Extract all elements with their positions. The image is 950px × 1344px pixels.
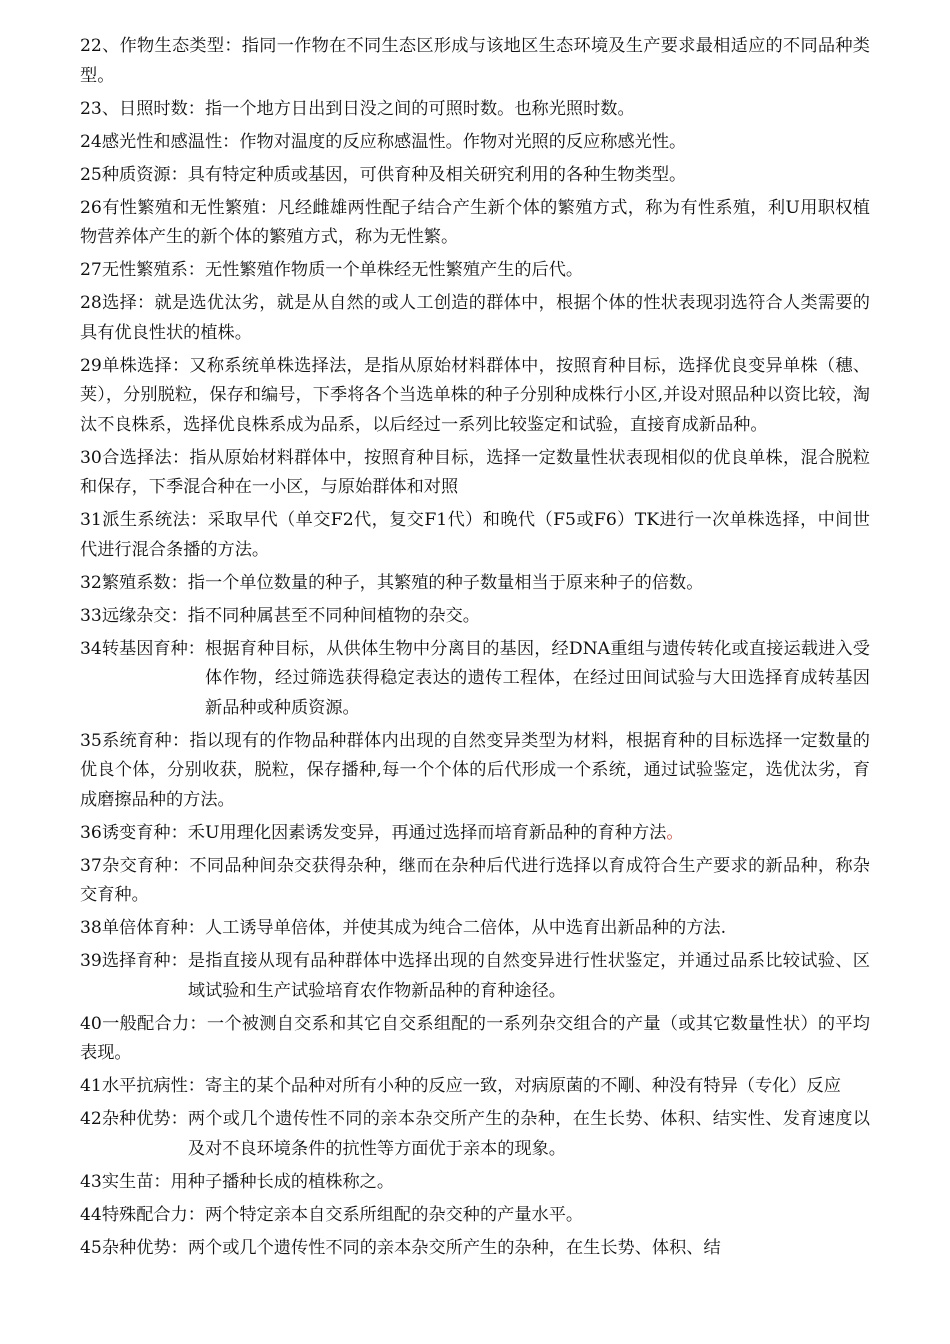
entry-36 xyxy=(80,819,870,849)
entry-39-term: 39选择育种： xyxy=(80,951,188,971)
entry-25: 25种质资源：具有特定种质或基因，可供育种及相关研究利用的各种生物类型。 xyxy=(80,164,687,185)
entry-36-tail: 。 xyxy=(666,822,684,843)
entry-26: 26有性繁殖和无性繁殖：凡经雌雄两性配子结合产生新个体的繁殖方式，称为有性系殖，利U用职权植物营养体产生的新个体的繁殖方式，称为无性繁。 xyxy=(80,197,870,247)
entry-42-term: 42杂种优势： xyxy=(80,1109,188,1129)
entry-38: 38单倍体育种：人工诱导单倍体，并使其成为纯合二倍体，从中选育出新品种的方法. xyxy=(80,918,727,938)
entry-31: 31派生系统法：采取早代（单交F2代，复交F1代）和晚代（F5或F6）TK进行一次单株选择，中间世代进行混合条播的方法。 xyxy=(80,510,870,560)
entry-42 xyxy=(80,1105,870,1164)
entry-36-text: 36诱变育种：禾U用理化因素诱发变异，再通过选择而培育新品种的育种方法 xyxy=(80,822,667,843)
entry-33: 33远缘杂交：指不同种属甚至不同种间植物的杂交。 xyxy=(80,605,480,626)
entry-34 xyxy=(80,635,870,724)
entry-44: 44特殊配合力：两个特定亲本自交系所组配的杂交种的产量水平。 xyxy=(80,1204,584,1225)
entry-27: 27无性繁殖系：无性繁殖作物质一个单株经无性繁殖产生的后代。 xyxy=(80,260,584,280)
entry-45-definition: 两个或几个遗传性不同的亲本杂交所产生的杂种，在生长势、体积、结 xyxy=(187,1237,721,1258)
entry-39-definition: 是指直接从现有品种群体中选择出现的自然变异进行性状鉴定，并通过品系比较试验、区域试验和生产试验培育农作物新品种的育种途径。 xyxy=(187,951,870,1001)
entry-43: 43实生苗：用种子播种长成的植株称之。 xyxy=(80,1171,395,1192)
entry-39 xyxy=(80,947,870,1006)
entry-32: 32繁殖系数：指一个单位数量的种子，其繁殖的种子数量相当于原来种子的倍数。 xyxy=(80,572,704,593)
entry-34-definition: 根据育种目标，从供体生物中分离目的基因，经DNA重组与遗传转化或直接运载进入受体作物，经过筛选获得稳定表达的遗传工程体，在经过田间试验与大田选择育成转基因新品种或种质资源。 xyxy=(205,638,870,718)
entry-41: 41水平抗病性：寄主的某个品种对所有小种的反应一致，对病原菌的不剛、种没有特异（专化）反应 xyxy=(80,1076,841,1096)
entry-34-term: 34转基因育种： xyxy=(80,638,205,659)
entry-29: 29单株选择：又称系统单株选择法，是指从原始材料群体中，按照育种目标，选择优良变异单株（穗、荚），分别脱粒，保存和编号，下季将各个当选单株的种子分别种成株行小区,并设对照品种以资比较，淘汰不良株系，选择优良株系成为品系，以后经过一系列比较鉴定和试验，直接育成新品种。 xyxy=(80,355,870,435)
entry-40: 40一般配合力：一个被测自交系和其它自交系组配的一系列杂交组合的产量（或其它数量性状）的平均表现。 xyxy=(80,1013,870,1063)
entry-30: 30合选择法：指从原始材料群体中，按照育种目标，选择一定数量性状表现相似的优良单株，混合脱粒和保存，下季混合种在一小区，与原始群体和对照 xyxy=(80,447,870,497)
entry-22: 22、作物生态类型：指同一作物在不同生态区形成与该地区生态环境及生产要求最相适应的不同品种类型。 xyxy=(80,36,870,86)
entry-37: 37杂交育种：不同品种间杂交获得杂种，继而在杂种后代进行选择以育成符合生产要求的新品种，称杂交育种。 xyxy=(80,855,870,905)
entry-42-definition: 两个或几个遗传性不同的亲本杂交所产生的杂种，在生长势、体积、结实性、发育速度以及对不良环境条件的抗性等方面优于亲本的现象。 xyxy=(187,1109,870,1159)
entry-35: 35系统育种：指以现有的作物品种群体内出现的自然变异类型为材料，根据育种的目标选择一定数量的优良个体，分别收获，脱粒，保存播种,每一个个体的后代形成一个系统，通过试验鉴定，选优汰劣，育成磨擦品种的方法。 xyxy=(80,730,870,810)
entry-45-term: 45杂种优势： xyxy=(80,1237,188,1258)
entry-45 xyxy=(80,1234,870,1264)
entry-24: 24感光性和感温性：作物对温度的反应称感温性。作物对光照的反应称感光性。 xyxy=(80,131,687,152)
entry-28: 28选择：就是选优汰劣，就是从自然的或人工创造的群体中，根据个体的性状表现羽选符合人类需要的具有优良性状的植株。 xyxy=(80,293,870,343)
entry-23: 23、日照时数：指一个地方日出到日没之间的可照时数。也称光照时数。 xyxy=(80,98,635,119)
